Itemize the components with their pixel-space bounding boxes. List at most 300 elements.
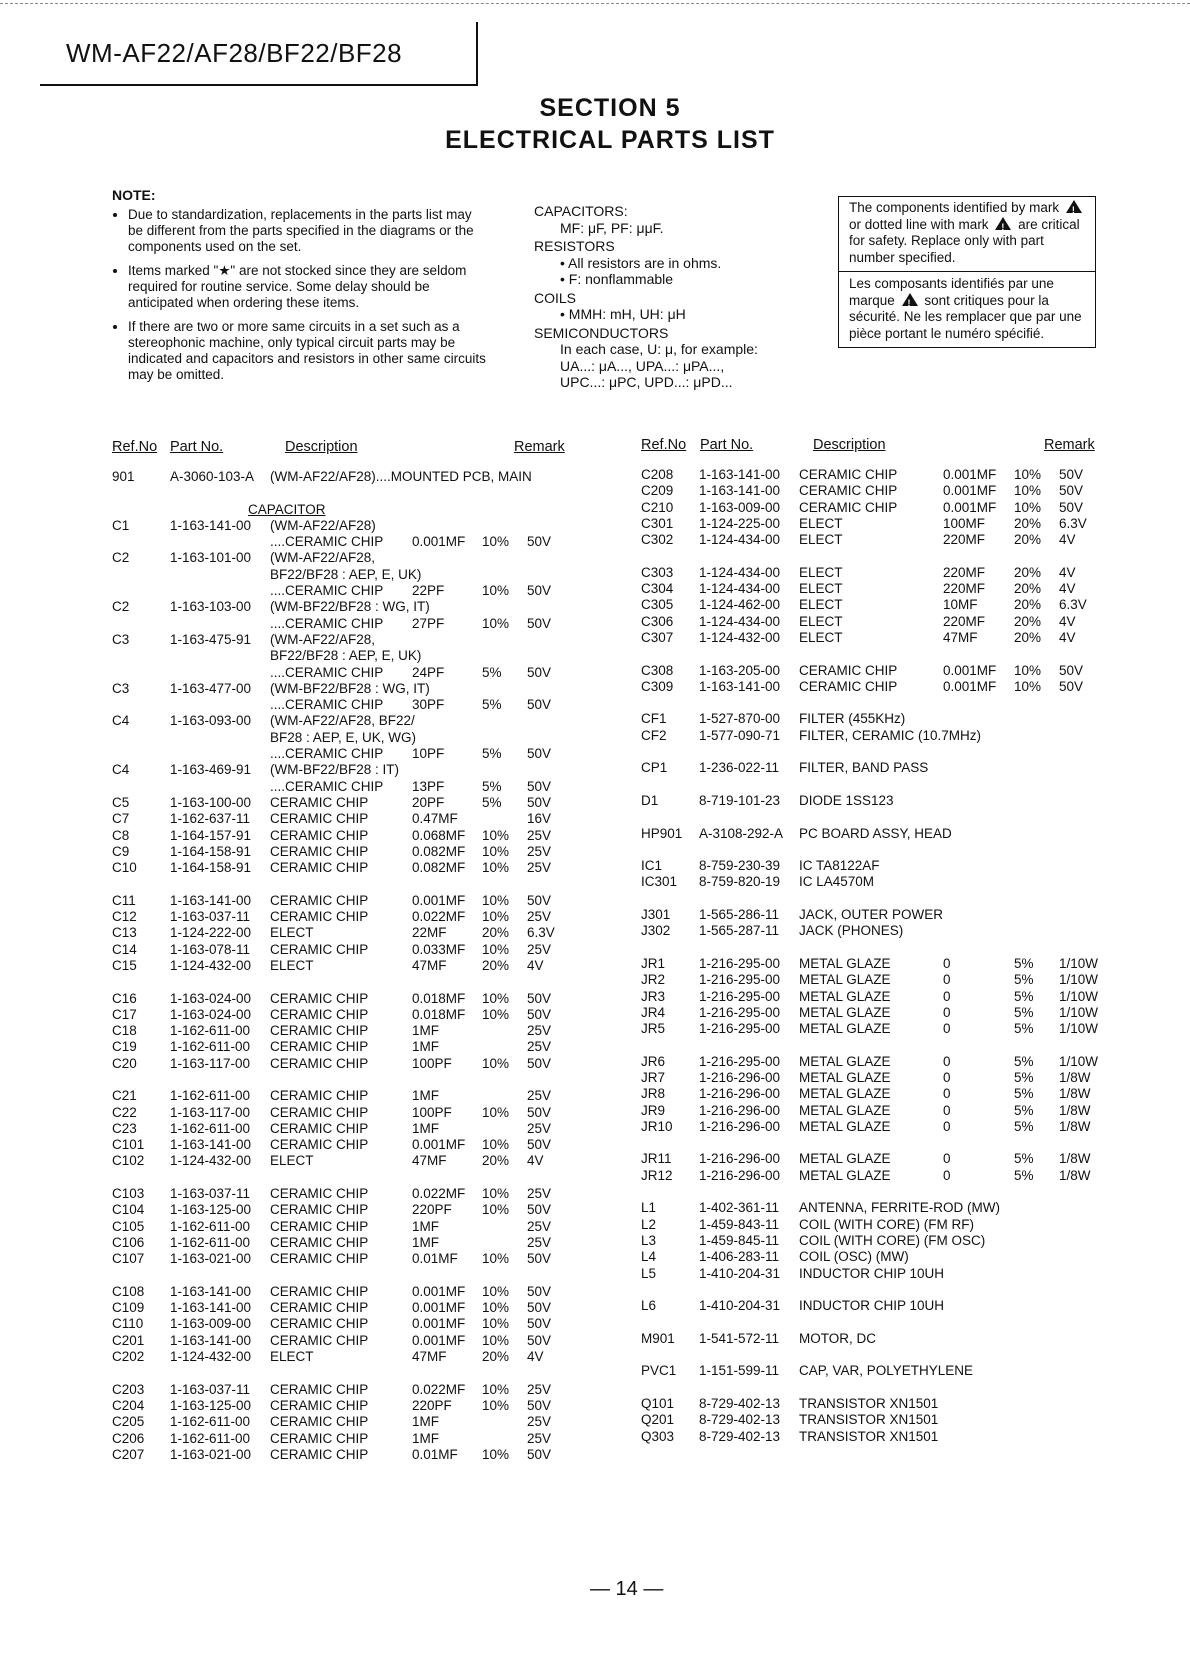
capacitor-heading	[112, 502, 582, 518]
section-title	[380, 92, 840, 156]
part-row	[641, 1004, 1099, 1021]
part-number-cell: 1-162-611-00	[170, 1039, 251, 1055]
part-row	[112, 583, 582, 599]
part-row	[112, 616, 582, 632]
value-cell: 0.022MF	[412, 909, 466, 925]
part-row	[641, 565, 1091, 581]
rating-cell: 1/10W	[1059, 1053, 1099, 1069]
warning-triangle-icon	[1066, 200, 1082, 213]
ref-cell: C108	[112, 1283, 145, 1299]
col-header-desc: Description	[813, 437, 886, 453]
ref-cell: CP1	[641, 760, 668, 776]
description-cell: (WM-BF22/BF28 : WG, IT)	[270, 599, 430, 615]
rating-cell: 50V	[527, 1446, 552, 1462]
rating-cell: 25V	[527, 827, 552, 843]
tolerance-cell: 5%	[482, 746, 502, 762]
rating-cell: 1/10W	[1059, 955, 1099, 971]
description-cell: ELECT	[799, 597, 843, 613]
tolerance-cell: 10%	[482, 1397, 510, 1413]
part-number-cell: 1-163-141-00	[170, 892, 252, 908]
part-number-cell: 1-565-287-11	[699, 923, 780, 939]
description-cell: METAL GLAZE	[799, 988, 891, 1004]
part-row	[641, 581, 1091, 597]
part-number-cell: 1-163-103-00	[170, 599, 252, 615]
description-cell: ....CERAMIC CHIP	[270, 697, 384, 713]
ref-cell: C209	[641, 483, 674, 499]
description-cell: TRANSISTOR XN1501	[799, 1395, 939, 1411]
part-number-cell: 1-216-295-00	[699, 972, 781, 988]
description-cell: (WM-AF22/AF28)....MOUNTED PCB, MAIN	[270, 469, 532, 484]
legend-cap-units: MF: μF, PF: μμF.	[560, 219, 664, 236]
part-row	[112, 795, 582, 811]
part-number-cell: 1-163-141-00	[170, 1300, 252, 1316]
tolerance-cell: 20%	[482, 925, 510, 941]
part-row	[641, 1168, 1091, 1184]
col-header-part: Part No.	[700, 437, 754, 453]
rating-cell: 50V	[527, 778, 552, 794]
tolerance-cell: 5%	[1014, 988, 1034, 1004]
description-cell: CERAMIC CHIP	[270, 1006, 369, 1022]
value-cell: 0.082MF	[412, 860, 466, 876]
value-cell: 220PF	[412, 1397, 452, 1413]
row-spacer	[641, 1184, 1091, 1200]
part-number-cell: 1-402-361-11	[699, 1200, 780, 1216]
tolerance-cell: 10%	[482, 1104, 510, 1120]
rating-cell: 50V	[527, 1202, 552, 1218]
rating-cell: 50V	[527, 892, 552, 908]
value-cell: 0	[943, 955, 951, 971]
tolerance-cell: 10%	[482, 1006, 510, 1022]
part-number-cell: 1-163-125-00	[170, 1202, 252, 1218]
part-row	[112, 1219, 582, 1235]
value-cell: 0.068MF	[412, 827, 466, 843]
ref-cell: JR8	[641, 1086, 666, 1102]
part-row	[112, 1349, 582, 1365]
page-number: — 14 —	[590, 1578, 664, 1600]
description-cell: DIODE 1SS123	[799, 792, 894, 808]
part-number-cell: 1-163-100-00	[170, 794, 252, 810]
header-rule-horizontal	[40, 84, 478, 86]
ref-cell: C9	[112, 843, 130, 859]
description-cell: ELECT	[270, 957, 314, 973]
tolerance-cell: 20%	[1014, 613, 1042, 629]
description-cell: CAP, VAR, POLYETHYLENE	[799, 1363, 974, 1379]
rating-cell: 1/10W	[1059, 1004, 1099, 1020]
rating-cell: 6.3V	[1059, 597, 1087, 613]
ref-cell: C16	[112, 990, 137, 1006]
part-number-cell: 1-163-141-00	[699, 467, 781, 482]
tolerance-cell: 10%	[482, 1202, 510, 1218]
part-number-cell: 1-216-296-00	[699, 1086, 781, 1102]
part-row	[641, 874, 1091, 890]
description-cell: BF28 : AEP, E, UK, WG)	[270, 729, 417, 745]
description-cell: (WM-AF22/AF28,	[270, 550, 376, 566]
ref-cell: L2	[641, 1216, 657, 1232]
description-cell: ELECT	[270, 1153, 314, 1169]
row-spacer	[641, 695, 1091, 711]
description-cell: ....CERAMIC CHIP	[270, 746, 384, 762]
value-cell: 0.022MF	[412, 1381, 466, 1397]
part-row	[641, 630, 1091, 646]
value-cell: 0.001MF	[412, 1137, 466, 1153]
rating-cell: 25V	[527, 1218, 552, 1234]
description-cell: FILTER, BAND PASS	[799, 760, 929, 776]
tolerance-cell: 5%	[1014, 1167, 1034, 1183]
part-number-cell: 8-729-402-13	[699, 1428, 781, 1444]
part-row	[112, 1251, 582, 1267]
part-row	[641, 907, 1091, 923]
ref-cell: C302	[641, 532, 674, 548]
description-cell: CERAMIC CHIP	[799, 499, 898, 515]
part-row	[641, 711, 1091, 727]
part-row	[112, 665, 582, 681]
value-cell: 0	[943, 1086, 951, 1102]
rating-cell: 25V	[527, 1430, 552, 1446]
part-row	[641, 1298, 1091, 1314]
rating-cell: 4V	[1059, 564, 1076, 580]
value-cell: 0	[943, 1053, 951, 1069]
description-cell: CERAMIC CHIP	[270, 1316, 369, 1332]
description-cell: METAL GLAZE	[799, 1021, 891, 1037]
tolerance-cell: 10%	[482, 534, 510, 550]
units-legend	[534, 203, 814, 391]
ref-cell: IC1	[641, 858, 663, 874]
part-row	[112, 1316, 582, 1332]
part-row	[641, 1233, 1091, 1249]
description-cell: ELECT	[799, 532, 843, 548]
part-number-cell: 1-163-141-00	[170, 1283, 252, 1299]
value-cell: 0.01MF	[412, 1446, 458, 1462]
part-row	[112, 1284, 582, 1300]
part-number-cell: 1-163-037-11	[170, 1186, 251, 1202]
part-number-cell: 1-163-469-91	[170, 762, 252, 778]
value-cell: 100PF	[412, 1055, 452, 1071]
ref-cell: C10	[112, 860, 137, 876]
ref-cell: M901	[641, 1330, 675, 1346]
row-spacer	[112, 974, 582, 990]
note-item: • Due to standardization, replacements in the parts list may be different from the parts specified in the diagrams or the components used on the set.	[128, 207, 490, 255]
rating-cell: 4V	[527, 1349, 544, 1365]
description-cell: JACK, OUTER POWER	[799, 907, 944, 923]
value-cell: 0.001MF	[943, 678, 997, 694]
part-number-cell: 1-124-222-00	[170, 925, 252, 941]
part-row	[641, 532, 1091, 548]
ref-cell: C11	[112, 892, 136, 908]
tolerance-cell: 20%	[482, 1153, 510, 1169]
part-row	[641, 760, 1091, 776]
tolerance-cell: 20%	[1014, 581, 1042, 597]
part-row	[641, 1217, 1091, 1233]
description-cell: (WM-BF22/BF28 : WG, IT)	[270, 680, 430, 696]
safety-en-text-a: The components identified by mark	[849, 200, 1060, 215]
part-row	[112, 1105, 582, 1121]
tolerance-cell: 20%	[482, 957, 510, 973]
value-cell: 0.01MF	[412, 1251, 458, 1267]
description-cell: CERAMIC CHIP	[270, 1055, 369, 1071]
rating-cell: 25V	[527, 1234, 552, 1250]
rating-cell: 50V	[1059, 678, 1084, 694]
part-number-cell: 8-729-402-13	[699, 1395, 781, 1411]
tolerance-cell: 20%	[1014, 564, 1042, 580]
description-cell: CERAMIC CHIP	[270, 892, 369, 908]
description-cell: CERAMIC CHIP	[799, 467, 898, 482]
rating-cell: 16V	[527, 811, 552, 827]
value-cell: 1MF	[412, 1120, 439, 1136]
ref-cell: C305	[641, 597, 674, 613]
part-number-cell: 1-565-286-11	[699, 907, 780, 923]
ref-cell: C2	[112, 599, 130, 615]
ref-cell: C103	[112, 1186, 145, 1202]
value-cell: 0	[943, 1102, 951, 1118]
part-number-cell: 1-163-117-00	[170, 1055, 251, 1071]
description-cell: JACK (PHONES)	[799, 923, 904, 939]
description-cell: METAL GLAZE	[799, 1167, 891, 1183]
value-cell: 1MF	[412, 1039, 439, 1055]
legend-coil-item: • MMH: mH, UH: μH	[560, 306, 686, 322]
description-cell: CERAMIC CHIP	[270, 1218, 369, 1234]
part-row	[112, 844, 582, 860]
safety-en-text-c: are critical for safety. Replace only with part number specified.	[849, 216, 1080, 265]
part-number-cell: 1-163-141-00	[170, 1332, 252, 1348]
ref-cell: JR7	[641, 1069, 666, 1085]
tolerance-cell: 10%	[482, 1283, 510, 1299]
ref-cell: C4	[112, 713, 130, 729]
legend-resistors: RESISTORS	[534, 238, 615, 254]
description-cell: CERAMIC CHIP	[270, 1202, 369, 1218]
part-number-cell: 1-162-611-00	[170, 1430, 251, 1446]
part-row	[641, 858, 1091, 874]
part-number-cell: 1-124-432-00	[699, 629, 781, 645]
part-row	[112, 681, 582, 697]
part-number-cell: 1-124-434-00	[699, 581, 781, 597]
ref-cell: C201	[112, 1332, 145, 1348]
value-cell: 220MF	[943, 532, 986, 548]
tolerance-cell: 10%	[482, 941, 510, 957]
part-row	[641, 1103, 1091, 1119]
value-cell: 47MF	[412, 1153, 447, 1169]
description-cell: METAL GLAZE	[799, 1069, 891, 1085]
tolerance-cell: 20%	[1014, 629, 1042, 645]
tolerance-cell: 10%	[482, 1137, 510, 1153]
tolerance-cell: 5%	[1014, 1151, 1034, 1167]
part-number-cell: 1-163-141-00	[170, 517, 252, 533]
row-spacer	[641, 1347, 1091, 1363]
part-number-cell: 1-216-296-00	[699, 1069, 781, 1085]
ref-cell: C304	[641, 581, 674, 597]
value-cell: 47MF	[412, 957, 447, 973]
part-number-cell: 1-163-141-00	[699, 678, 781, 694]
row-spacer	[641, 1135, 1091, 1151]
part-number-cell: 1-124-432-00	[170, 1153, 252, 1169]
part-row	[112, 909, 582, 925]
value-cell: 13PF	[412, 778, 445, 794]
value-cell: 0	[943, 1021, 951, 1037]
ref-cell: C102	[112, 1153, 145, 1169]
rating-cell: 1/8W	[1059, 1069, 1091, 1085]
description-cell: ....CERAMIC CHIP	[270, 664, 384, 680]
part-number-cell: 1-216-296-00	[699, 1151, 781, 1167]
part-row	[641, 597, 1091, 613]
part-number-cell: 1-216-295-00	[699, 988, 781, 1004]
description-cell: CERAMIC CHIP	[270, 1397, 369, 1413]
part-row	[112, 550, 582, 566]
ref-cell: L5	[641, 1265, 657, 1281]
part-number-cell: 8-759-230-39	[699, 858, 781, 874]
part-row	[641, 1331, 1091, 1347]
part-number-cell: 8-719-101-23	[699, 792, 781, 808]
row-spacer	[112, 1365, 582, 1381]
ref-cell: C18	[112, 1023, 137, 1039]
row-spacer	[112, 1072, 582, 1088]
part-number-cell: 1-124-434-00	[699, 532, 781, 548]
part-number-cell: 1-163-205-00	[699, 662, 781, 678]
part-number-cell: 1-164-158-91	[170, 843, 252, 859]
part-number-cell: 1-163-037-11	[170, 1381, 251, 1397]
description-cell: METAL GLAZE	[799, 972, 891, 988]
ref-cell: C106	[112, 1234, 145, 1250]
ref-cell: C3	[112, 680, 130, 696]
part-number-cell: 1-163-093-00	[170, 713, 252, 729]
value-cell: 100PF	[412, 1104, 452, 1120]
part-row	[641, 793, 1091, 809]
part-number-cell: 1-163-125-00	[170, 1397, 252, 1413]
description-cell: CERAMIC CHIP	[270, 1023, 369, 1039]
description-cell: IC TA8122AF	[799, 858, 880, 874]
part-row	[641, 1021, 1099, 1037]
part-row	[641, 1119, 1091, 1135]
description-cell: METAL GLAZE	[799, 1053, 891, 1069]
ref-cell: IC301	[641, 874, 678, 890]
description-cell: COIL (OSC) (MW)	[799, 1249, 909, 1265]
description-cell: CERAMIC CHIP	[799, 678, 898, 694]
part-number-cell: 1-527-870-00	[699, 711, 781, 727]
part-number-cell: 1-163-009-00	[699, 499, 781, 515]
part-number-cell: 1-164-158-91	[170, 860, 252, 876]
description-cell: CERAMIC CHIP	[270, 941, 369, 957]
tolerance-cell: 5%	[482, 664, 502, 680]
part-row	[112, 518, 582, 534]
part-row	[641, 1053, 1099, 1070]
parts-list-left	[112, 469, 582, 1463]
description-cell: ELECT	[799, 629, 843, 645]
ref-cell: C12	[112, 909, 137, 925]
tolerance-cell: 10%	[1014, 662, 1042, 678]
value-cell: 20PF	[412, 794, 445, 810]
value-cell: 0	[943, 972, 951, 988]
part-number-cell: 1-163-101-00	[170, 550, 252, 566]
description-cell: PC BOARD ASSY, HEAD	[799, 825, 952, 841]
description-cell: CERAMIC CHIP	[270, 1300, 369, 1316]
part-row	[112, 746, 582, 762]
part-row	[641, 955, 1099, 972]
ref-cell: C19	[112, 1039, 137, 1055]
rating-cell: 50V	[1059, 662, 1084, 678]
legend-semi-line: In each case, U: μ, for example:	[560, 341, 758, 357]
rating-cell: 4V	[527, 1153, 544, 1169]
part-number-cell: 1-124-432-00	[170, 1349, 252, 1365]
value-cell: 220PF	[412, 1202, 452, 1218]
tolerance-cell: 10%	[1014, 467, 1042, 482]
note-block	[112, 187, 490, 391]
description-cell: METAL GLAZE	[799, 1004, 891, 1020]
description-cell: CERAMIC CHIP	[270, 860, 369, 876]
part-number-cell: 1-459-843-11	[699, 1216, 780, 1232]
rating-cell: 50V	[527, 1332, 552, 1348]
description-cell: ANTENNA, FERRITE-ROD (MW)	[799, 1200, 1000, 1216]
description-cell: CERAMIC CHIP	[270, 1446, 369, 1462]
part-row	[112, 1414, 582, 1430]
description-cell: COIL (WITH CORE) (FM RF)	[799, 1216, 974, 1232]
part-row	[112, 762, 582, 778]
rating-cell: 25V	[527, 941, 552, 957]
row-spacer	[112, 1170, 582, 1186]
col-header-part: Part No.	[170, 439, 224, 455]
ref-cell: C8	[112, 827, 130, 843]
description-cell: ELECT	[799, 613, 843, 629]
rating-cell: 25V	[527, 1088, 552, 1104]
rating-cell: 1/8W	[1059, 1102, 1091, 1118]
value-cell: 10MF	[943, 597, 978, 613]
part-number-cell: 1-162-611-00	[170, 1414, 251, 1430]
ref-cell: C309	[641, 678, 674, 694]
part-row	[112, 1153, 582, 1169]
ref-cell: Q201	[641, 1412, 675, 1428]
safety-notice-en	[839, 197, 1095, 272]
tolerance-cell: 10%	[482, 990, 510, 1006]
part-number-cell: 1-577-090-71	[699, 727, 781, 743]
value-cell: 0.001MF	[412, 1283, 466, 1299]
ref-cell: HP901	[641, 825, 683, 841]
row-spacer	[641, 1282, 1091, 1298]
ref-cell: D1	[641, 792, 659, 808]
value-cell: 0	[943, 1004, 951, 1020]
part-row	[112, 811, 582, 827]
part-row	[641, 923, 1091, 939]
part-number-cell: 1-216-295-00	[699, 1021, 781, 1037]
part-number-cell: 1-163-037-11	[170, 909, 251, 925]
part-number-cell: 1-163-078-11	[170, 941, 251, 957]
ref-cell: C22	[112, 1104, 137, 1120]
ref-cell: C4	[112, 762, 130, 778]
rating-cell: 50V	[527, 534, 552, 550]
col-header-ref: Ref.No	[112, 439, 158, 455]
description-cell: ....CERAMIC CHIP	[270, 778, 384, 794]
ref-cell: C7	[112, 811, 130, 827]
value-cell: 220MF	[943, 581, 986, 597]
ref-cell: JR3	[641, 988, 666, 1004]
description-cell: CERAMIC CHIP	[270, 1283, 369, 1299]
part-number-cell: A-3108-292-A	[699, 825, 784, 841]
part-row	[641, 988, 1099, 1005]
ref-cell: C101	[112, 1137, 145, 1153]
rating-cell: 50V	[527, 1006, 552, 1022]
ref-cell: C2	[112, 550, 130, 566]
value-cell: 0.001MF	[412, 534, 466, 550]
part-row	[641, 467, 1091, 483]
ref-cell: C205	[112, 1414, 145, 1430]
rating-cell: 50V	[527, 1251, 552, 1267]
rating-cell: 1/10W	[1059, 988, 1099, 1004]
tolerance-cell: 5%	[482, 794, 502, 810]
part-row	[112, 1056, 582, 1072]
description-cell: (WM-AF22/AF28)	[270, 517, 376, 533]
part-number-cell: 1-162-611-00	[170, 1218, 251, 1234]
legend-res-text: F: nonflammable	[568, 271, 674, 287]
value-cell: 0	[943, 1069, 951, 1085]
rating-cell: 1/10W	[1059, 972, 1099, 988]
row-spacer	[641, 940, 1091, 956]
ref-cell: 901	[112, 469, 135, 484]
